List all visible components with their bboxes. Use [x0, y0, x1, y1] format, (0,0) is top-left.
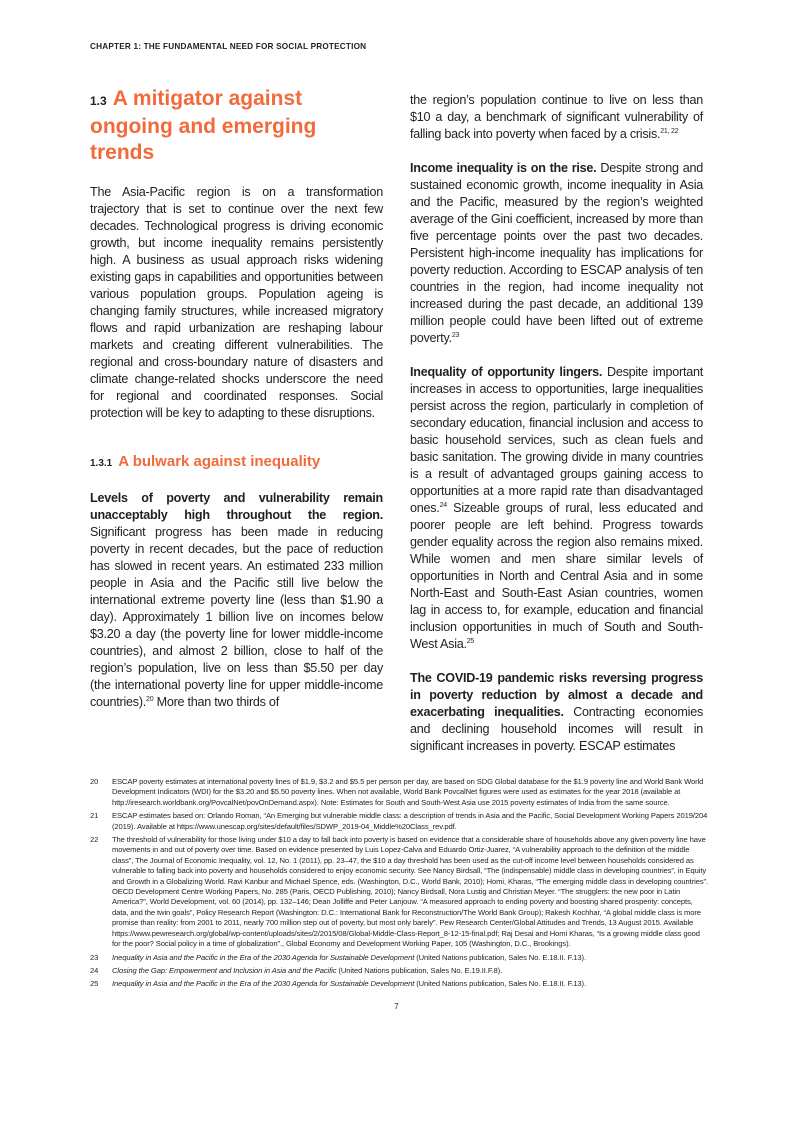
section-title: A mitigator against ongoing and emerging trends: [90, 87, 317, 164]
opportunity-lead: Inequality of opportunity lingers.: [410, 365, 603, 379]
footnote: [90, 966, 710, 976]
footnote: [90, 953, 710, 963]
page-number: 7: [394, 1001, 399, 1011]
subsection-title: A bulwark against inequality: [118, 453, 321, 470]
subsection-heading: [90, 452, 383, 474]
income-lead: Income inequality is on the rise.: [410, 161, 597, 175]
footnote-number: 25: [90, 979, 99, 989]
footnote-number: 22: [90, 835, 99, 845]
footnote-ref[interactable]: 21, 22: [660, 128, 679, 135]
opportunity-paragraph: [410, 364, 703, 653]
poverty-paragraph-cont: [410, 92, 703, 143]
right-column: [410, 86, 703, 755]
poverty-paragraph: [90, 490, 383, 711]
footnote-ref[interactable]: 24: [439, 502, 447, 509]
section-heading: [90, 86, 383, 166]
subsection-number: 1.3.1: [90, 458, 113, 469]
footnote-text: ESCAP poverty estimates at international poverty lines of $1.9, $3.2 and $5.5 per person per day, are based on SDG Global database for the $1.9 poverty line and World Bank World Development Indicators (WDI) for the $3.20 and $5.50 poverty lines. When not available, World Bank PovcalNet figures were used as estimates for the year 2018 (available at http://iresearch.worldbank.org/PovcalNet/povOnDemand.aspx). Note: Estimates for South and South-West Asia use 2015 poverty estimates of India from the same source.: [112, 777, 704, 807]
footnote-ref[interactable]: 23: [451, 332, 460, 339]
footnote-title: Closing the Gap: Empowerment and Inclusion in Asia and the Pacific: [112, 965, 337, 975]
footnote-number: 24: [90, 965, 99, 975]
footnote-number: 21: [90, 811, 99, 821]
footnote-text: (United Nations publication, Sales No. E.19.II.F.8).: [336, 965, 503, 975]
running-header: CHAPTER 1: THE FUNDAMENTAL NEED FOR SOCIAL PROTECTION: [90, 42, 367, 51]
footnote-number: 20: [90, 777, 99, 786]
section-number: 1.3: [90, 94, 107, 108]
poverty-text-2: the region’s population continue to live on less than $10 a day, a benchmark of significant vulnerability of falling back into poverty when faced by a crisis.: [410, 93, 703, 141]
intro-paragraph: The Asia-Pacific region is on a transformation trajectory that is set to continue over the next few decades. Technological progress is driving economic growth, but income inequality remains persistently high. A business as usual approach risks widening existing gaps in capabilities and opportunities between various population groups. Population ageing is changing family structures, while increased migratory flows and rapid urbanization are reshaping labour markets and creating different vulnerabilities. The regional and cross-boundary nature of disasters and climate change-related shocks underscore the need for regional and coordinated responses. Social protection will be key to adapting to these disruptions.: [90, 185, 383, 420]
footnote: [90, 835, 710, 949]
opportunity-text: Despite important increases in access to opportunities, large inequalities persist across the region, particularly in completion of secondary education, financial inclusion and access to basic household services, such as clean fuels and basic sanitation. The growing divide in many countries is a result of advantaged groups gaining access to opportunities at a more rapid rate than disadvantaged ones.: [410, 365, 703, 515]
footnote-text: (United Nations publication, Sales No. E.18.II. F.13).: [414, 952, 586, 962]
poverty-text-cont: More than two thirds of: [153, 695, 279, 709]
poverty-lead: Levels of poverty and vulnerability remain unacceptably high throughout the region.: [90, 491, 383, 522]
income-paragraph: [410, 160, 703, 347]
left-column: [90, 86, 383, 711]
income-text: Despite strong and sustained economic growth, income inequality in Asia and the Pacific, measured by the region’s weighted average of the Gini coefficient, increased by more than five percentage points over the past two decades. Persistent high-income inequality has implications for poverty reduction. According to ESCAP analysis of ten countries in the region, had income inequality not increased during the past decade, an additional 139 million people could have been lifted out of extreme poverty.: [410, 161, 703, 345]
footnote: [90, 777, 710, 808]
footnote-text: (United Nations publication, Sales No. E.18.II. F.13).: [414, 979, 586, 989]
footnote-text: The threshold of vulnerability for those living under $10 a day to fall back into poverty is based on evidence that a considerable share of households above any given poverty line have movements in and out of poverty over time. Based on evidence presented by Luis Lopez-Calva and Eduardo Ortiz-Juarez, “A vulnerability approach to the definition of the middle class”, The Journal of Economic Inequality, vol. 12, No. 1 (2011), pp. 23–47, the $10 a day threshold has been used as the cut-off income level between households considered as vulnerable to falling back into poverty and households considered to enjoy economic security. See Nancy Birdsall, “The (indispensable) middle class in developing countries”, in Equity and Growth in a Globalizing World. Ravi Kanbur and Michael Spence, eds. (Washington, D.C., World Bank, 2010); Homi, Kharas, “The emerging middle class in developing countries”. OECD Development Centre Working Papers, No. 285 (Paris, OECD Publishing, 2010); Nancy Birdsall, Nora Lustig and Christian Meyer. “The strugglers: the new poor in Latin America?”, World Development, vol. 60 (2014), pp. 132–146; Dean Jolliffe and Peter Lanjouw. “A measured approach to ending poverty and boosting shared prosperity: concepts, data, and the twin goals”, Policy Research Report (Washington: D.C.: International Bank for Reconstruction/The World Bank Group); Rakesh Kochhar, “A global middle class is more promise than reality: from 2001 to 2011, nearly 700 million step out of poverty, but most only barely”. Pew Research Center/Global Attitudes and Trends, 13 August 2015. Available https://www.pewresearch.org/global/wp-content/uploads/sites/2/2015/08/Global-Middle-Class-Report_8-12-15-final.pdf; Raj Desai and Homi Kharas, “Is a growing middle class good for the poor? Social policy in a time of globalization”., Global Economy and Development Working Paper, 105 (Washington, D.C., Brookings).: [112, 835, 708, 949]
body-columns: [90, 86, 703, 755]
footnote-text: ESCAP estimates based on: Orlando Roman, “An Emerging but vulnerable middle class: a description of trends in Asia and the Pacific, Social Development Working Papers 2019/204 (2019). Available at https://www.unescap.org/sites/default/files/SDWP_2019-04_Middle%20Class_rev.pdf.: [112, 811, 708, 831]
covid-lead: The COVID-19 pandemic risks reversing progress in poverty reduction by almost a decade and exacerbating inequalities.: [410, 671, 703, 719]
footnote: [90, 811, 710, 832]
poverty-text: Significant progress has been made in reducing poverty in recent decades, but the pace of reduction has slowed in recent years. An estimated 233 million people in Asia and the Pacific still live below the international extreme poverty line (less than $1.90 a day). Approximately 1 billion live on incomes below $3.20 a day (the poverty line for lower middle-income countries), and almost 2 billion, close to half of the region’s population, live on less than $5.50 per day (the international poverty line for upper middle-income countries).: [90, 525, 383, 709]
footnote: [90, 979, 710, 989]
footnotes: [90, 777, 710, 990]
footnote-ref[interactable]: 25: [466, 638, 475, 645]
footnote-title: Inequality in Asia and the Pacific in the Era of the 2030 Agenda for Sustainable Development: [112, 952, 415, 962]
covid-text: Contracting economies and declining household incomes will result in significant increases in poverty. ESCAP estimates: [410, 705, 703, 753]
footnote-number: 23: [90, 952, 99, 962]
covid-paragraph: [410, 670, 703, 755]
footnote-ref[interactable]: 20: [146, 696, 154, 703]
opportunity-text-2: Sizeable groups of rural, less educated and poorer people are left behind. Progress towards gender equality across the region also remains mixed. While women and men share similar levels of opportunities in North and Central Asia and in some North-East and South-East Asian countries, women lag in access to, for example, education and financial inclusion opportunities in much of South and South-West Asia.: [410, 501, 703, 651]
footnote-title: Inequality in Asia and the Pacific in the Era of the 2030 Agenda for Sustainable Development: [112, 979, 415, 989]
